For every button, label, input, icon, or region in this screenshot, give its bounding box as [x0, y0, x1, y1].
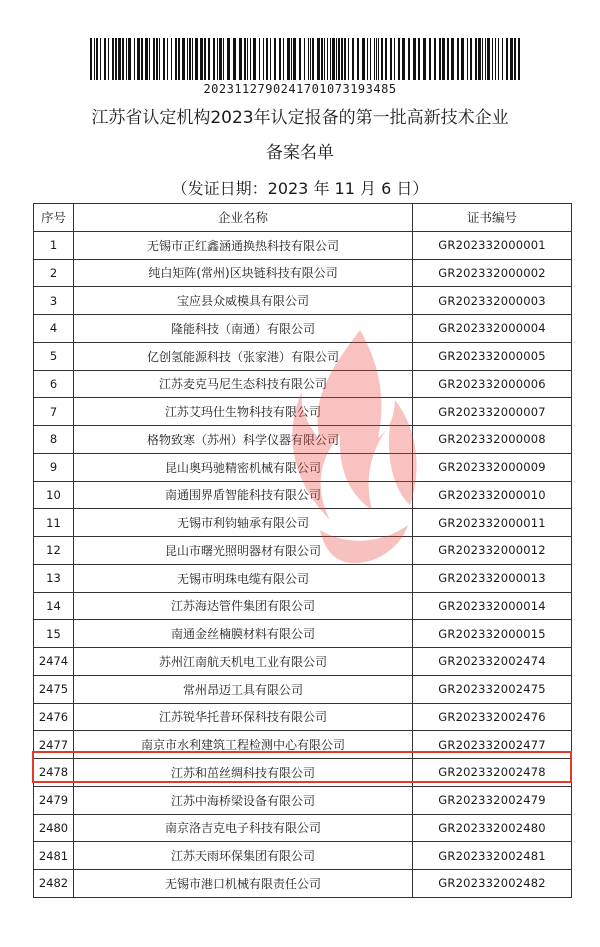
table-row [34, 814, 572, 842]
company-name: 无锡市利钧轴承有限公司 [73, 509, 412, 537]
certificate-number: GR202332000012 [413, 537, 572, 565]
certificate-number: GR202332000013 [413, 564, 572, 592]
table-row [34, 398, 572, 426]
row-number: 5 [34, 342, 74, 370]
company-name: 宝应县众威模具有限公司 [73, 287, 412, 315]
issue-date: （发证日期：2023 年 11 月 6 日） [171, 179, 429, 198]
table-row [34, 675, 572, 703]
table-row [34, 703, 572, 731]
table-row [34, 592, 572, 620]
company-name: 江苏麦克马尼生态科技有限公司 [73, 370, 412, 398]
document-title: 江苏省认定机构2023年认定报备的第一批高新技术企业 [91, 108, 509, 128]
certificate-number: GR202332000011 [413, 509, 572, 537]
table-row [34, 759, 572, 787]
certificate-number: GR202332000005 [413, 342, 572, 370]
certificate-number: GR202332002482 [413, 870, 572, 898]
table-row [34, 731, 572, 759]
company-name: 南京市水利建筑工程检测中心有限公司 [73, 731, 412, 759]
row-number: 14 [34, 592, 74, 620]
row-number: 2477 [34, 731, 74, 759]
certificate-number: GR202332000010 [413, 481, 572, 509]
row-number: 2480 [34, 814, 74, 842]
certificate-number: GR202332000007 [413, 398, 572, 426]
row-number: 1 [34, 231, 74, 259]
table-row [34, 342, 572, 370]
table-row [34, 786, 572, 814]
company-name: 南京洛吉克电子科技有限公司 [73, 814, 412, 842]
company-name: 纯白矩阵(常州)区块链科技有限公司 [73, 259, 412, 287]
company-name: 昆山奥玛驰精密机械有限公司 [73, 453, 412, 481]
certificate-number: GR202332002479 [413, 786, 572, 814]
certificate-number: GR202332000001 [413, 231, 572, 259]
company-name: 昆山市曙光照明器材有限公司 [73, 537, 412, 565]
company-name: 无锡市明珠电缆有限公司 [73, 564, 412, 592]
document-subtitle: 备案名单 [266, 143, 334, 163]
certificate-number: GR202332000003 [413, 287, 572, 315]
table-row [34, 564, 572, 592]
row-number: 2474 [34, 648, 74, 676]
row-number: 6 [34, 370, 74, 398]
table-row [34, 620, 572, 648]
column-header-number: 序号 [34, 204, 74, 232]
row-number: 2475 [34, 675, 74, 703]
table-row [34, 370, 572, 398]
row-number: 2 [34, 259, 74, 287]
certificate-number: GR202332000002 [413, 259, 572, 287]
table-row [34, 426, 572, 454]
certificate-number: GR202332000014 [413, 592, 572, 620]
table-row [34, 509, 572, 537]
row-number: 9 [34, 453, 74, 481]
table-row [34, 287, 572, 315]
table-row [34, 453, 572, 481]
row-number: 12 [34, 537, 74, 565]
row-number: 3 [34, 287, 74, 315]
row-number: 2482 [34, 870, 74, 898]
row-number: 7 [34, 398, 74, 426]
certificate-number: GR202332000009 [413, 453, 572, 481]
row-number: 2479 [34, 786, 74, 814]
company-name: 格物致寒（苏州）科学仪器有限公司 [73, 426, 412, 454]
company-name: 常州昂迈工具有限公司 [73, 675, 412, 703]
row-number: 10 [34, 481, 74, 509]
company-name: 南通围界盾智能科技有限公司 [73, 481, 412, 509]
certificate-number: GR202332002476 [413, 703, 572, 731]
column-header-company: 企业名称 [73, 204, 412, 232]
row-number: 8 [34, 426, 74, 454]
row-number: 4 [34, 315, 74, 343]
barcode-number: 20231127902417010731934​85 [203, 82, 397, 96]
company-name: 南通金丝楠膜材料有限公司 [73, 620, 412, 648]
certificate-number: GR202332000008 [413, 426, 572, 454]
certificate-number: GR202332002478 [413, 759, 572, 787]
table-row [34, 537, 572, 565]
table-header-row [34, 204, 572, 232]
row-number: 2481 [34, 842, 74, 870]
company-name: 无锡市港口机械有限责任公司 [73, 870, 412, 898]
row-number: 2478 [34, 759, 74, 787]
table-row [34, 231, 572, 259]
company-name: 隆能科技（南通）有限公司 [73, 315, 412, 343]
row-number: 2476 [34, 703, 74, 731]
company-name: 江苏艾玛仕生物科技有限公司 [73, 398, 412, 426]
row-number: 13 [34, 564, 74, 592]
table-row [34, 315, 572, 343]
company-name: 江苏中海桥梁设备有限公司 [73, 786, 412, 814]
certificate-number: GR202332000004 [413, 315, 572, 343]
barcode-image [90, 38, 520, 80]
company-name: 苏州江南航天机电工业有限公司 [73, 648, 412, 676]
table-row [34, 870, 572, 898]
certificate-number: GR202332000006 [413, 370, 572, 398]
company-name: 江苏海达管件集团有限公司 [73, 592, 412, 620]
table-row [34, 481, 572, 509]
certificate-number: GR202332002474 [413, 648, 572, 676]
company-name: 亿创氢能源科技（张家港）有限公司 [73, 342, 412, 370]
row-number: 11 [34, 509, 74, 537]
table-row [34, 648, 572, 676]
certificate-number: GR202332002481 [413, 842, 572, 870]
company-name: 无锡市正红鑫涵通换热科技有限公司 [73, 231, 412, 259]
company-name: 江苏天雨环保集团有限公司 [73, 842, 412, 870]
company-name: 江苏和茁丝绸科技有限公司 [73, 759, 412, 787]
company-name: 江苏锐华托普环保科技有限公司 [73, 703, 412, 731]
row-number: 15 [34, 620, 74, 648]
column-header-certificate: 证书编号 [413, 204, 572, 232]
table-row [34, 259, 572, 287]
certificate-number: GR202332002477 [413, 731, 572, 759]
certificate-number: GR202332002475 [413, 675, 572, 703]
certificate-number: GR202332002480 [413, 814, 572, 842]
enterprise-table [33, 203, 572, 898]
table-row [34, 842, 572, 870]
certificate-number: GR202332000015 [413, 620, 572, 648]
